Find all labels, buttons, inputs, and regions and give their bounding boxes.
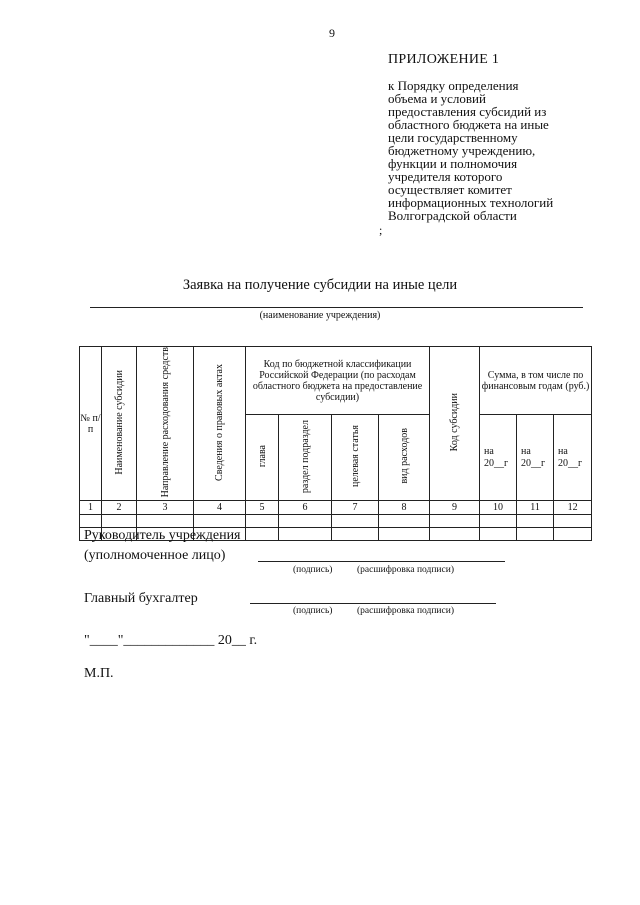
column-number: 11 xyxy=(517,501,554,515)
header-subsidy-name: Наименование субсидии xyxy=(102,347,137,501)
appendix-line: учредителя которого xyxy=(388,169,503,184)
appendix-line: цели государственному xyxy=(388,130,518,145)
header-expense-type: вид расходов xyxy=(379,415,430,501)
column-number: 12 xyxy=(554,501,592,515)
header-year-3: на 20__г xyxy=(554,415,592,501)
head-decoding-caption: (расшифровка подписи) xyxy=(357,565,454,575)
header-budget-code: Код по бюджетной классификации Российской Федерации (по расходам областного бюджета на предоставление субсидии) xyxy=(246,347,430,415)
appendix-line: Волгоградской области xyxy=(388,208,517,223)
accountant-signature-caption: (подпись) xyxy=(293,606,333,616)
column-number: 7 xyxy=(332,501,379,515)
organization-name-line xyxy=(90,307,583,308)
column-number: 6 xyxy=(279,501,332,515)
header-num: № п/п xyxy=(80,347,102,501)
accountant-decoding-caption: (расшифровка подписи) xyxy=(357,606,454,616)
header-legal-acts: Сведения о правовых актах xyxy=(194,347,246,501)
column-number-row xyxy=(80,501,592,515)
accountant-signature-line xyxy=(250,603,496,604)
appendix-line: предоставления субсидий из xyxy=(388,104,547,119)
column-number: 1 xyxy=(80,501,102,515)
column-number: 10 xyxy=(480,501,517,515)
head-signature-line xyxy=(258,561,505,562)
request-title: Заявка на получение субсидии на иные цели xyxy=(182,277,458,293)
header-year-1: на 20__г xyxy=(480,415,517,501)
appendix-title: ПРИЛОЖЕНИЕ 1 xyxy=(388,52,500,67)
appendix-line: информационных технологий xyxy=(388,195,554,210)
header-target-item: целевая статья xyxy=(332,415,379,501)
accountant-label: Главный бухгалтер xyxy=(84,591,198,606)
column-number: 5 xyxy=(246,501,279,515)
header-section: раздел подраздел xyxy=(279,415,332,501)
appendix-line: к Порядку определения xyxy=(388,78,519,93)
appendix-semicolon: ; xyxy=(379,223,383,237)
head-sublabel: (уполномоченное лицо) xyxy=(84,548,226,563)
appendix-line: объема и условий xyxy=(388,91,486,106)
appendix-line: бюджетному учреждению, xyxy=(388,143,536,158)
header-sum: Сумма, в том числе по финансовым годам (руб.) xyxy=(480,347,592,415)
header-spending-direction: Направление расходования средств xyxy=(137,347,194,501)
appendix-description xyxy=(388,79,603,222)
appendix-line: функции и полномочия xyxy=(388,156,518,171)
head-label: Руководитель учреждения xyxy=(84,528,241,543)
appendix-line: областного бюджета на иные xyxy=(388,117,549,132)
column-number: 4 xyxy=(194,501,246,515)
table-row xyxy=(80,515,592,528)
head-signature-caption: (подпись) xyxy=(293,565,333,575)
column-number: 9 xyxy=(430,501,480,515)
header-subsidy-code: Код субсидии xyxy=(430,347,480,501)
subsidy-table xyxy=(79,346,592,541)
column-number: 3 xyxy=(137,501,194,515)
date-line: "____"_____________ 20__ г. xyxy=(84,633,258,648)
column-number: 8 xyxy=(379,501,430,515)
header-year-2: на 20__г xyxy=(517,415,554,501)
column-number: 2 xyxy=(102,501,137,515)
header-chapter: глава xyxy=(246,415,279,501)
organization-caption: (наименование учреждения) xyxy=(259,310,381,321)
stamp-place: М.П. xyxy=(84,666,114,681)
appendix-line: осуществляет комитет xyxy=(388,182,512,197)
page-number: 9 xyxy=(329,26,335,40)
